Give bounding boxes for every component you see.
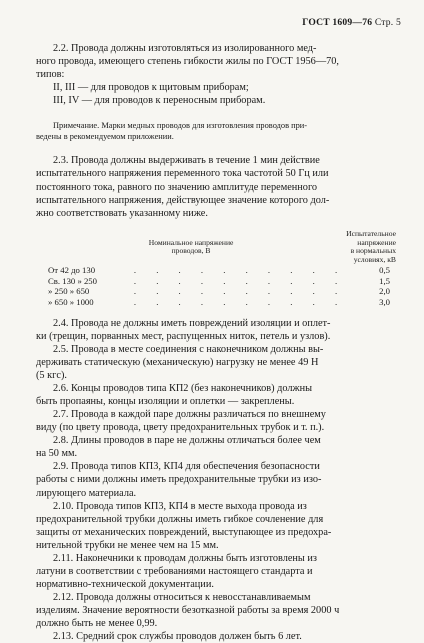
table-row [36,286,396,296]
text-line: 2.2. Провода должны изготовляться из изолированного мед- [53,43,317,54]
numbered-paragraphs [36,317,396,643]
text-line: испытательного напряжения, действующее значение которого дол- [36,194,330,206]
test-voltage: 0,5 [379,265,390,276]
para-2-7 [36,408,396,434]
text-line: латуни в соответствии с требованиями настоящего стандарта и [36,565,313,577]
text-line: быть пропаяны, концы изоляции и оплетки — закреплены. [36,396,295,408]
text-line: ки (трещин, порванных мест, распущенных ниток, петель и узлов). [36,330,331,342]
right-header: Испытательное напряжение [346,228,396,247]
test-voltage: 1,5 [379,275,390,286]
text-line: лирующего материала. [36,487,137,499]
note [36,121,396,142]
text-line: 2.5. Провода в месте соединения с наконечником должны вы- [53,344,324,355]
leader-dots: . . . . . . . . . . [133,265,347,276]
leader-dots: . . . . . . . . . . [133,275,347,286]
text-line: нительной трубки не менее чем на 15 мм. [36,539,219,551]
text-line: 2.6. Концы проводов типа КП2 (без наконечников) должны [53,383,313,395]
text-line: типов: [36,69,65,81]
voltage-range: » 250 » 650 [48,286,90,297]
text-line: нормативно-технической документации. [36,578,214,590]
table-row [36,265,396,275]
text-line: 2.3. Провода должны выдерживать в течение 1 мин действие [53,155,320,167]
text-line: защиты от механических повреждений, выступающее из предохра- [36,526,332,538]
table-header-row [36,230,396,266]
text-line: 2.12. Провода должны относиться к невосстанавливаемым [53,591,311,603]
left-header: Номинальное напряжение [148,237,234,247]
voltage-table [36,230,396,307]
para-2-5 [36,343,396,382]
text-line: предохранительной трубки должны иметь гибкое сочленение для [36,513,324,525]
page-header [302,17,401,28]
right-header: в нормальных условиях, кВ [350,246,396,265]
left-header: проводов, В [171,246,211,256]
text-line: 2.13. Средний срок службы проводов должен быть 6 лет. [53,631,302,643]
text-line: держивать статическую (механическую) нагрузку не менее 49 Н [36,357,319,369]
test-voltage: 2,0 [379,286,390,297]
para-2-13 [36,630,396,643]
test-voltage: 3,0 [379,296,390,307]
text-line: работы с ними должны иметь предохранительные трубки из изо- [36,474,322,486]
document-body [36,42,396,643]
para-2-8 [36,434,396,460]
text-line: постоянного тока, равного по значению амплитуде переменного [36,181,318,193]
table-row [36,276,396,286]
voltage-range: Св. 130 » 250 [48,275,97,286]
text-line: испытательного напряжения переменного тока частотой 50 Гц или [36,168,329,180]
para-2-10 [36,500,396,552]
text-line: ного провода, имеющего степень гибкости жилы по ГОСТ 1956—70, [36,56,339,68]
para-2-9 [36,460,396,499]
text-line: 2.9. Провода типов КП3, КП4 для обеспечения безопасности [53,461,320,473]
para-2-3 [36,154,396,219]
leader-dots: . . . . . . . . . . [133,286,347,297]
text-line: 2.7. Провода в каждой паре должны различаться по внешнему [53,409,326,421]
text-line: 2.4. Провода не должны иметь повреждений изоляции и оплет- [53,317,331,329]
para-2-2 [36,42,396,107]
voltage-range: » 650 » 1000 [48,296,94,307]
text-line: 2.11. Наконечники к проводам должны быть изготовлены из [53,552,317,564]
text-line: 2.10. Провода типов КП3, КП4 в месте выхода провода из [53,500,307,512]
text-line: виду (по цвету провода, цвету предохранительных трубок и т. п.). [36,422,325,434]
para-2-4 [36,317,396,343]
voltage-range: От 42 до 130 [48,265,96,276]
text-line: должно быть не менее 0,99. [36,617,158,629]
text-line: жно соответствовать указанному ниже. [36,207,208,219]
leader-dots: . . . . . . . . . . [133,296,347,307]
text-line: (5 кгс). [36,370,67,382]
page-number: Стр. 5 [374,17,401,28]
type-item: II, III — для проводов к щитовым приборам; [53,82,249,94]
note-line: ведены в рекомендуемом приложении. [36,131,174,141]
para-2-12 [36,591,396,630]
text-line: 2.8. Длины проводов в паре не должны отличаться более чем [53,435,321,447]
type-item: III, IV — для проводов к переносным приборам. [53,95,266,107]
standard-number: ГОСТ 1609—76 [302,17,373,28]
note-line: Примечание. Марки медных проводов для изготовления проводов при- [53,121,308,131]
para-2-11 [36,552,396,591]
text-line: на 50 мм. [36,448,78,460]
para-2-6 [36,382,396,408]
table-row [36,297,396,307]
text-line: изделиям. Значение вероятности безотказной работы за время 2000 ч [36,604,340,616]
